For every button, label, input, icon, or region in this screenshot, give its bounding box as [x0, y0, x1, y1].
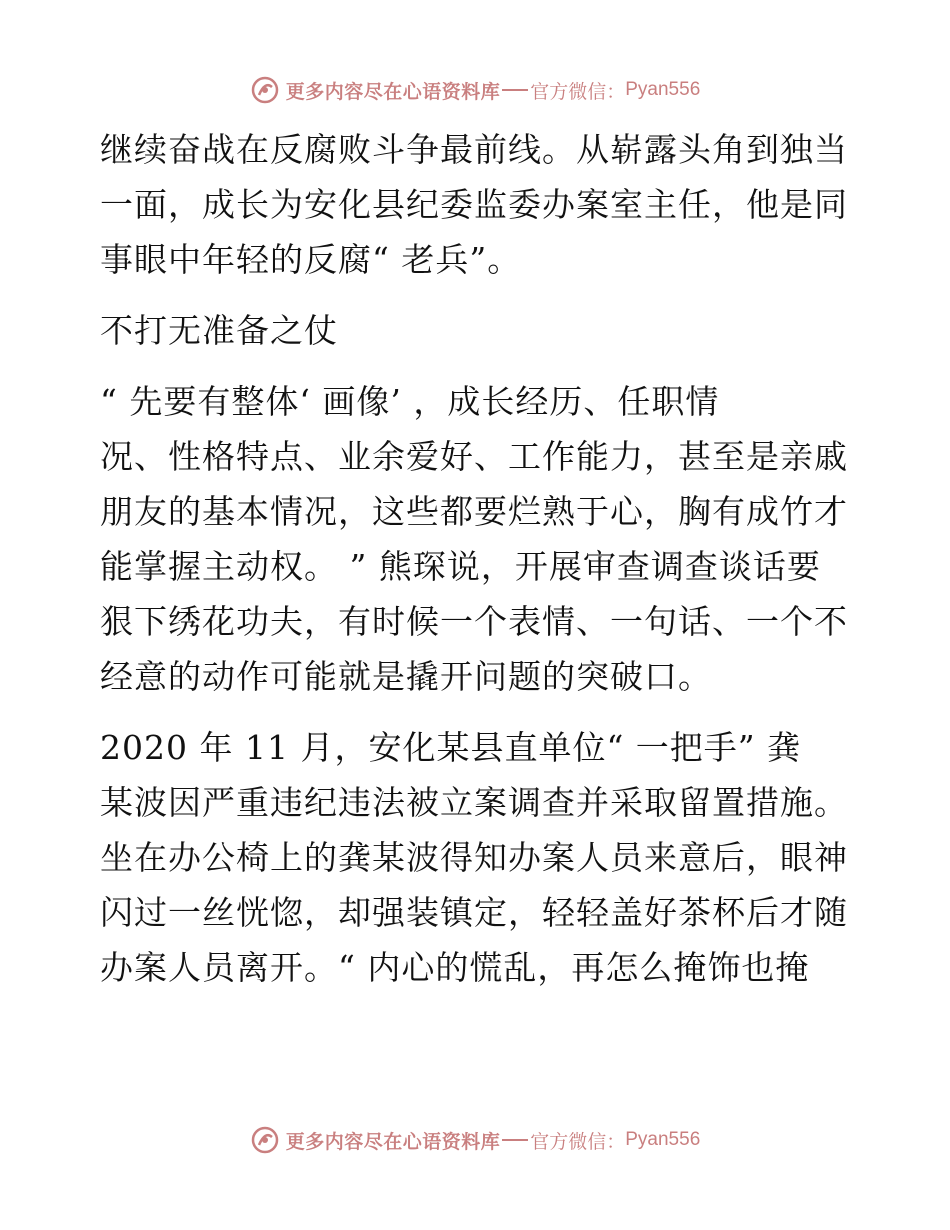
paragraph [100, 122, 850, 287]
watermark-label: 官方微信： [530, 1130, 626, 1153]
logo-icon [250, 75, 280, 105]
text-line: 某波因严重违纪违法被立案调查并采取留置措施。 [100, 783, 848, 822]
text-line: 能掌握主动权。 ” 熊琛说，开展审查调查谈话要 [100, 547, 821, 586]
watermark-id: Pyan556 [625, 79, 701, 100]
paragraph-gap [100, 287, 850, 303]
text-line: 坐在办公椅上的龚某波得知办案人员来意后，眼神 [100, 838, 848, 877]
text-line: 2020 年 11 月，安化某县直单位“ 一把手” 龚 [100, 728, 802, 767]
paragraph-gap [100, 358, 850, 374]
text-line: 朋友的基本情况，这些都要烂熟于心，胸有成竹才 [100, 492, 848, 531]
text-line: 不打无准备之仗 [100, 311, 338, 350]
watermark-separator [502, 1139, 528, 1141]
text-line: 事眼中年轻的反腐“ 老兵”。 [100, 240, 522, 279]
watermark-id: Pyan556 [625, 1129, 701, 1150]
watermark-main-text: 更多内容尽在心语资料库 [285, 1130, 501, 1153]
watermark-main-text: 更多内容尽在心语资料库 [285, 80, 501, 103]
text-line: 一面，成长为安化县纪委监委办案室主任，他是同 [100, 185, 848, 224]
document-body [100, 122, 850, 995]
text-line: 况、性格特点、业余爱好、工作能力，甚至是亲戚 [100, 437, 848, 476]
paragraph-gap [100, 704, 850, 720]
section-heading [100, 303, 850, 358]
paragraph [100, 720, 850, 995]
text-line: 办案人员离开。“ 内心的慌乱，再怎么掩饰也掩 [100, 948, 810, 987]
logo-icon [250, 1125, 280, 1155]
text-line: 狠下绣花功夫，有时候一个表情、一句话、一个不 [100, 602, 848, 641]
text-line: 经意的动作可能就是撬开问题的突破口。 [100, 657, 712, 696]
header-watermark [0, 70, 950, 110]
paragraph [100, 374, 850, 704]
watermark-label: 官方微信： [530, 80, 626, 103]
text-line: 继续奋战在反腐败斗争最前线。从崭露头角到独当 [100, 130, 848, 169]
footer-watermark [0, 1120, 950, 1160]
text-line: 闪过一丝恍惚，却强装镇定，轻轻盖好茶杯后才随 [100, 893, 848, 932]
watermark-separator [502, 89, 528, 91]
text-line: “ 先要有整体‘ 画像’ ，成长经历、任职情 [100, 382, 720, 421]
